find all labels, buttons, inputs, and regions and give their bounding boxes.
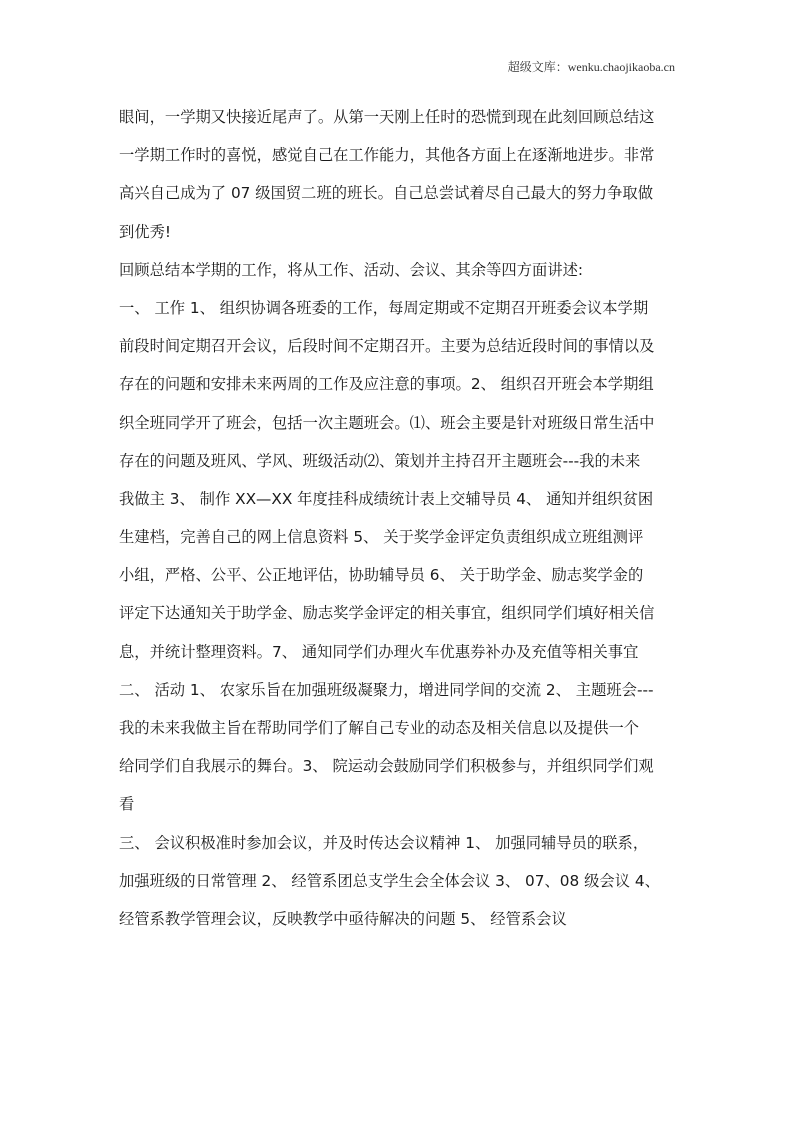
text-line: 加强班级的日常管理 2、 经管系团总支学生会全体会议 3、 07、08 级会议 4、 <box>119 871 660 890</box>
text-line: 我做主 3、 制作 XX—XX 年度挂科成绩统计表上交辅导员 4、 通知并组织贫困 <box>119 489 654 508</box>
text-line: 给同学们自我展示的舞台。3、 院运动会鼓励同学们积极参与，并组织同学们观 <box>119 757 654 776</box>
text-line: 看 <box>119 795 135 814</box>
document-body <box>119 104 679 944</box>
text-line: 高兴自己成为了 07 级国贸二班的班长。自己总尝试着尽自己最大的努力争取做 <box>119 184 653 203</box>
text-line: 经管系教学管理会议，反映教学中亟待解决的问题 5、 经管系会议 <box>119 909 567 928</box>
text-line: 眼间，一学期又快接近尾声了。从第一天刚上任时的恐慌到现在此刻回顾总结这 <box>119 108 655 126</box>
text-line: 到优秀! <box>119 222 172 241</box>
text-line: 小组，严格、公平、公正地评估，协助辅导员 6、 关于助学金、励志奖学金的 <box>119 566 644 585</box>
text-line: 生建档，完善自己的网上信息资料 5、 关于奖学金评定负责组织成立班组测评 <box>119 528 644 547</box>
text-line: 前段时间定期召开会议，后段时间不定期召开。主要为总结近段时间的事情以及 <box>119 337 655 356</box>
text-line: 评定下达通知关于助学金、励志奖学金评定的相关事宜，组织同学们填好相关信 <box>119 604 655 623</box>
text-line: 我的未来我做主旨在帮助同学们了解自己专业的动态及相关信息以及提供一个 <box>119 719 640 737</box>
text-line: 回顾总结本学期的工作，将从工作、活动、会议、其余等四方面讲述: <box>119 260 584 279</box>
text-line: 织全班同学开了班会，包括一次主题班会。⑴、班会主要是针对班级日常生活中 <box>119 413 655 432</box>
section-heading-work: 一、 工作 1、 组织协调各班委的工作，每周定期或不定期召开班委会议本学期 <box>119 298 649 317</box>
section-heading-activities: 二、 活动 1、 农家乐旨在加强班级凝聚力，增进同学间的交流 2、 主题班会--- <box>119 680 654 699</box>
text-line: 存在的问题和安排未来两周的工作及应注意的事项。2、 组织召开班会本学期组 <box>119 375 654 394</box>
page-header-source: 超级文库：wenku.chaojikaoba.cn <box>507 60 675 74</box>
text-line: 一学期工作时的喜悦，感觉自己在工作能力，其他各方面上在逐渐地进步。非常 <box>119 146 655 165</box>
section-heading-meetings: 三、 会议积极准时参加会议，并及时传达会议精神 1、 加强同辅导员的联系， <box>119 833 649 852</box>
text-line: 存在的问题及班风、学风、班级活动⑵、策划并主持召开主题班会---我的未来 <box>119 451 641 470</box>
text-line: 息，并统计整理资料。7、 通知同学们办理火车优惠券补办及充值等相关事宜 <box>119 642 639 661</box>
